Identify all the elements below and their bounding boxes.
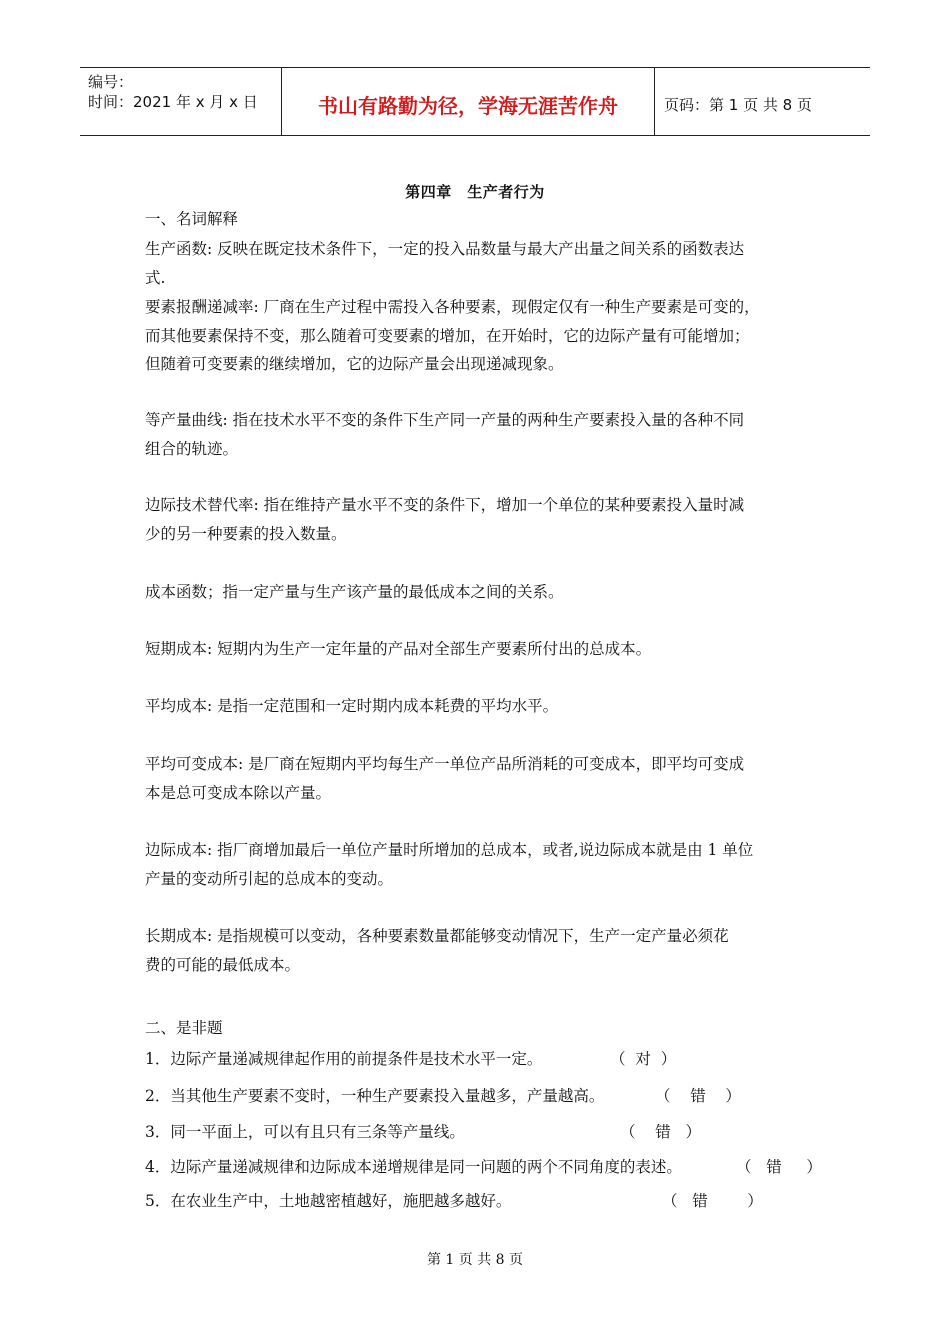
true-false-answer: （ 错 ） [655,1087,741,1105]
header-motto: 书山有路勤为径，学海无涯苦作舟 [318,94,618,118]
definition-line: 费的可能的最低成本。 [145,956,301,974]
definition-line: 本是总可变成本除以产量。 [145,784,332,802]
true-false-item: 5．在农业生产中，土地越密植越好，施肥越多越好。 [145,1192,512,1210]
true-false-item: 3．同一平面上，可以有且只有三条等产量线。 [145,1123,465,1141]
definition-line: 产量的变动所引起的总成本的变动。 [145,870,394,888]
definition-line: 式. [145,269,166,287]
page-footer: 第 1 页 共 8 页 [426,1252,524,1268]
true-false-answer: （ 对 ） [610,1050,677,1068]
definition-line: 平均成本: 是指一定范围和一定时期内成本耗费的平均水平。 [145,697,559,715]
section1-heading: 一、名词解释 [145,210,239,228]
definition-line: 边际成本: 指厂商增加最后一单位产量时所增加的总成本，或者,说边际成本就是由 1 单位 [145,841,754,859]
header-divider-right [654,67,655,135]
true-false-answer: （ 错 ） [662,1192,763,1210]
definition-line: 少的另一种要素的投入数量。 [145,525,347,543]
definition-line: 长期成本: 是指规模可以变动，各种要素数量都能够变动情况下，生产一定产量必须花 [145,927,729,945]
definition-line: 而其他要素保持不变，那么随着可变要素的增加，在开始时，它的边际产量有可能增加； [145,327,750,345]
definition-line: 平均可变成本: 是厂商在短期内平均每生产一单位产品所消耗的可变成本，即平均可变成 [145,755,745,773]
section2-heading: 二、是非题 [145,1019,223,1037]
true-false-answer: （ 错 ） [736,1158,822,1176]
header-number-label: 编号： [88,73,134,91]
definition-line: 短期成本: 短期内为生产一定年量的产品对全部生产要素所付出的总成本。 [145,640,652,658]
header-date-label: 时间：2021 年 x 月 x 日 [88,93,258,111]
definition-line: 但随着可变要素的继续增加，它的边际产量会出现递减现象。 [145,355,564,373]
definition-line: 边际技术替代率: 指在维持产量水平不变的条件下，增加一个单位的某种要素投入量时减 [145,496,745,514]
definition-line: 生产函数: 反映在既定技术条件下，一定的投入品数量与最大产出量之间关系的函数表达 [145,240,745,258]
definition-line: 组合的轨迹。 [145,440,239,458]
header-top-rule [80,67,870,68]
chapter-title: 第四章 生产者行为 [405,183,545,201]
header-page-label: 页码：第 1 页 共 8 页 [664,96,812,114]
true-false-answer: （ 错 ） [620,1123,701,1141]
true-false-item: 4．边际产量递减规律和边际成本递增规律是同一问题的两个不同角度的表述。 [145,1158,682,1176]
true-false-item: 1．边际产量递减规律起作用的前提条件是技术水平一定。 [145,1050,543,1068]
definition-line: 等产量曲线: 指在技术水平不变的条件下生产同一产量的两种生产要素投入量的各种不同 [145,411,745,429]
definition-line: 要素报酬递减率: 厂商在生产过程中需投入各种要素，现假定仅有一种生产要素是可变的， [145,298,760,316]
true-false-item: 2．当其他生产要素不变时，一种生产要素投入量越多，产量越高。 [145,1087,605,1105]
definition-line: 成本函数；指一定产量与生产该产量的最低成本之间的关系。 [145,583,564,601]
header-bottom-rule [80,135,870,136]
